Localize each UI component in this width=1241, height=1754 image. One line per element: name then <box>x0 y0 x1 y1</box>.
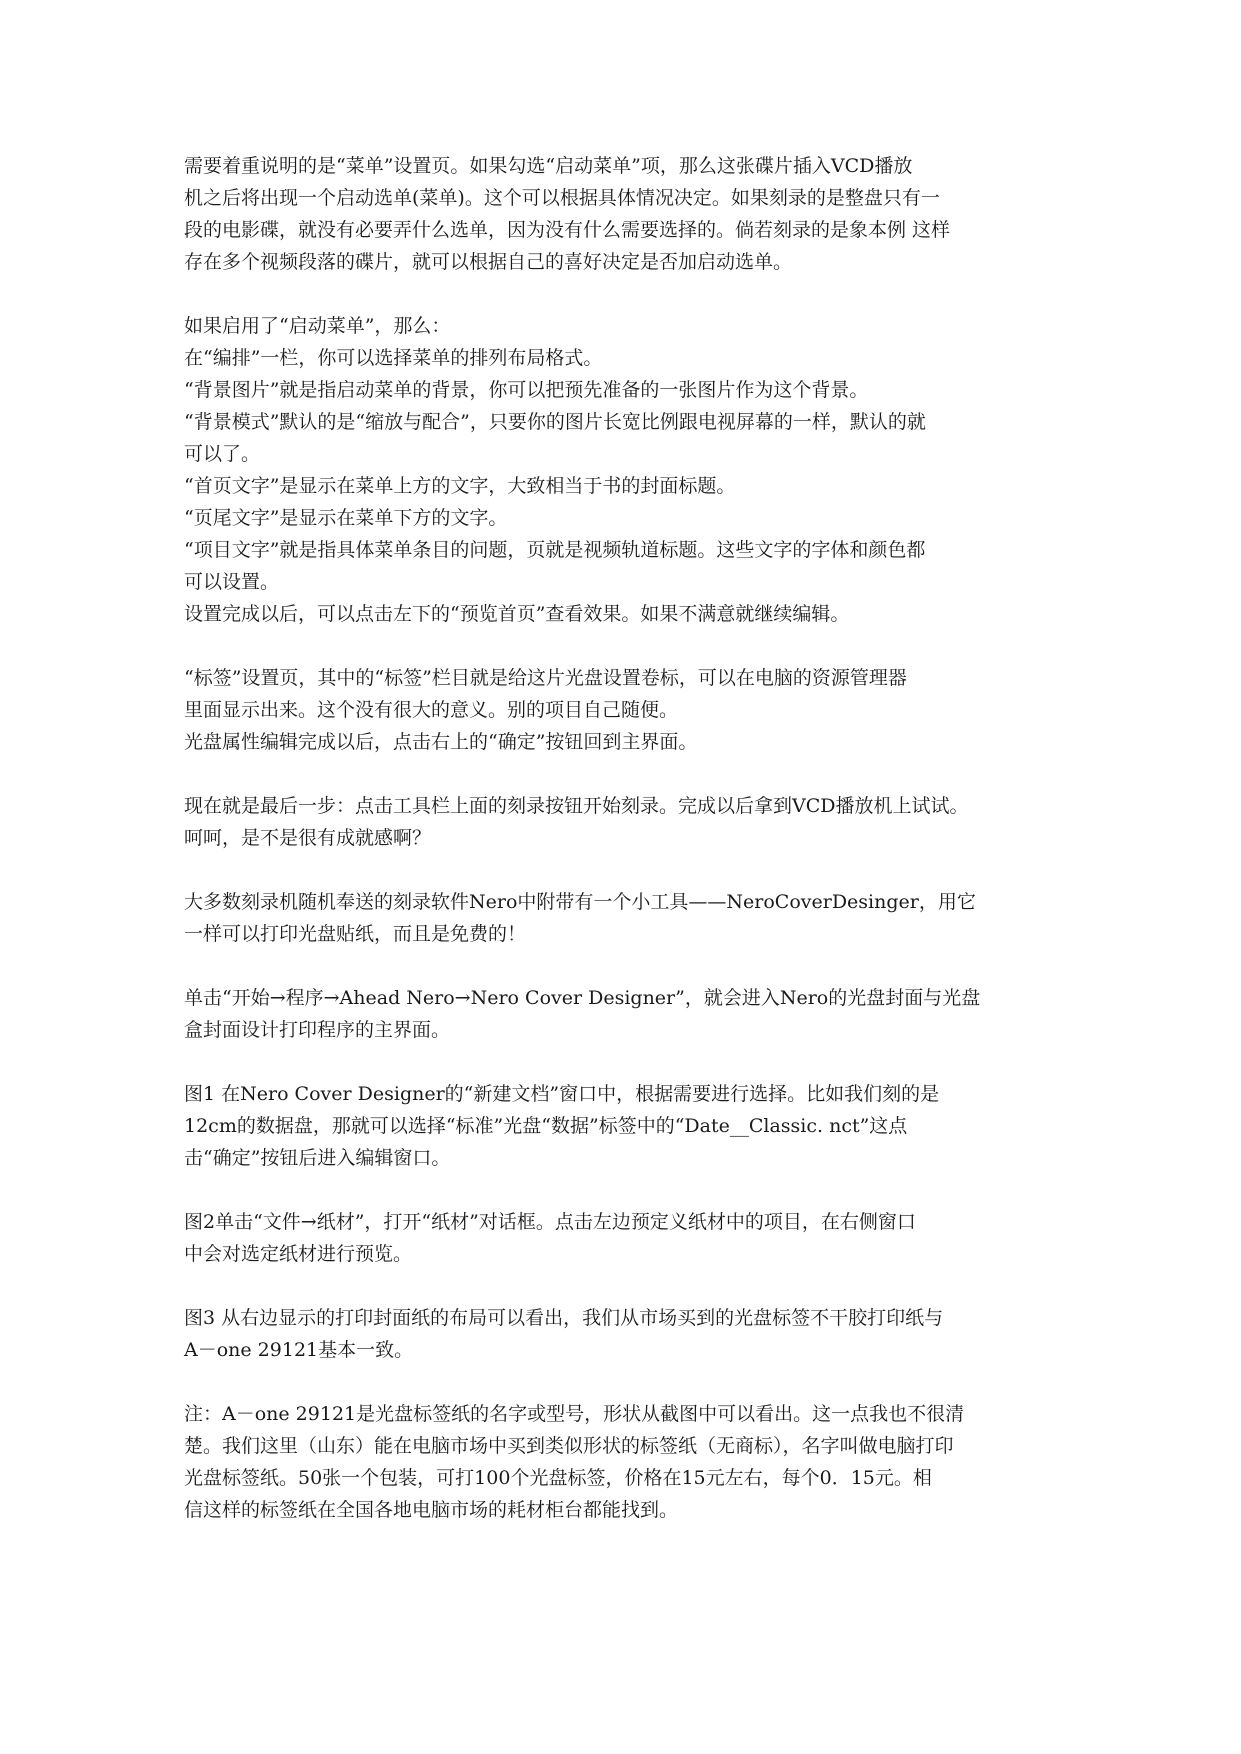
document-body <box>184 150 1064 1558</box>
text-line: “背景模式”默认的是“缩放与配合”，只要你的图片长宽比例跟电视屏幕的一样，默认的就 <box>184 411 926 433</box>
paragraph <box>184 150 1064 278</box>
paragraph <box>184 662 1064 758</box>
text-line: 光盘属性编辑完成以后，点击右上的“确定”按钮回到主界面。 <box>184 731 698 753</box>
text-line: A－one 29121基本一致。 <box>184 1339 414 1361</box>
text-line: 12cm的数据盘，那就可以选择“标准”光盘“数据”标签中的“Date__Classic. nct”这点 <box>184 1115 908 1137</box>
text-line: 可以了。 <box>184 443 261 465</box>
text-line: 段的电影碟，就没有必要弄什么选单，因为没有什么需要选择的。倘若刻录的是象本例 这样 <box>184 219 951 241</box>
text-line: 现在就是最后一步：点击工具栏上面的刻录按钮开始刻录。完成以后拿到VCD播放机上试试。 <box>184 795 969 817</box>
text-line: 楚。我们这里（山东）能在电脑市场中买到类似形状的标签纸（无商标），名字叫做电脑打印 <box>184 1435 954 1457</box>
text-line: 如果启用了“启动菜单”，那么： <box>184 315 451 337</box>
text-line: 呵呵，是不是很有成就感啊？ <box>184 827 432 849</box>
paragraph <box>184 1206 1064 1270</box>
text-line: 设置完成以后，可以点击左下的“预览首页”查看效果。如果不满意就继续编辑。 <box>184 603 850 625</box>
text-line: 里面显示出来。这个没有很大的意义。别的项目自己随便。 <box>184 699 679 721</box>
text-line: 大多数刻录机随机奉送的刻录软件Nero中附带有一个小工具——NeroCoverDesinger，用它 <box>184 891 976 913</box>
paragraph <box>184 1078 1064 1174</box>
text-line: 光盘标签纸。50张一个包装，可打100个光盘标签，价格在15元左右，每个0．15元。相 <box>184 1467 932 1489</box>
text-line: “页尾文字”是显示在菜单下方的文字。 <box>184 507 508 529</box>
text-line: “项目文字”就是指具体菜单条目的问题，页就是视频轨道标题。这些文字的字体和颜色都 <box>184 539 926 561</box>
text-line: 图3 从右边显示的打印封面纸的布局可以看出，我们从市场买到的光盘标签不干胶打印纸与 <box>184 1307 944 1329</box>
paragraph <box>184 1302 1064 1366</box>
text-line: 信这样的标签纸在全国各地电脑市场的耗材柜台都能找到。 <box>184 1499 679 1521</box>
paragraph <box>184 886 1064 950</box>
text-line: 机之后将出现一个启动选单(菜单)。这个可以根据具体情况决定。如果刻录的是整盘只有一 <box>184 187 940 209</box>
text-line: 单击“开始→程序→Ahead Nero→Nero Cover Designer”，就会进入Nero的光盘封面与光盘 <box>184 987 981 1009</box>
text-line: 需要着重说明的是“菜单”设置页。如果勾选“启动菜单”项，那么这张碟片插入VCD播放 <box>184 155 913 177</box>
text-line: 可以设置。 <box>184 571 280 593</box>
paragraph <box>184 1398 1064 1526</box>
text-line: “背景图片”就是指启动菜单的背景，你可以把预先准备的一张图片作为这个背景。 <box>184 379 869 401</box>
text-line: 注：A－one 29121是光盘标签纸的名字或型号，形状从截图中可以看出。这一点我也不很清 <box>184 1403 965 1425</box>
text-line: “标签”设置页，其中的“标签”栏目就是给这片光盘设置卷标，可以在电脑的资源管理器 <box>184 667 907 689</box>
paragraph <box>184 790 1064 854</box>
text-line: 盒封面设计打印程序的主界面。 <box>184 1019 451 1041</box>
text-line: 图2单击“文件→纸材”，打开“纸材”对话框。点击左边预定义纸材中的项目，在右侧窗口 <box>184 1211 916 1233</box>
paragraph <box>184 982 1064 1046</box>
text-line: 一样可以打印光盘贴纸，而且是免费的！ <box>184 923 527 945</box>
text-line: “首页文字”是显示在菜单上方的文字，大致相当于书的封面标题。 <box>184 475 736 497</box>
text-line: 在“编排”一栏，你可以选择菜单的排列布局格式。 <box>184 347 603 369</box>
text-line: 中会对选定纸材进行预览。 <box>184 1243 413 1265</box>
text-line: 击“确定”按钮后进入编辑窗口。 <box>184 1147 451 1169</box>
text-line: 存在多个视频段落的碟片，就可以根据自己的喜好决定是否加启动选单。 <box>184 251 793 273</box>
paragraph <box>184 310 1064 630</box>
text-line: 图1 在Nero Cover Designer的“新建文档”窗口中，根据需要进行选择。比如我们刻的是 <box>184 1083 940 1105</box>
